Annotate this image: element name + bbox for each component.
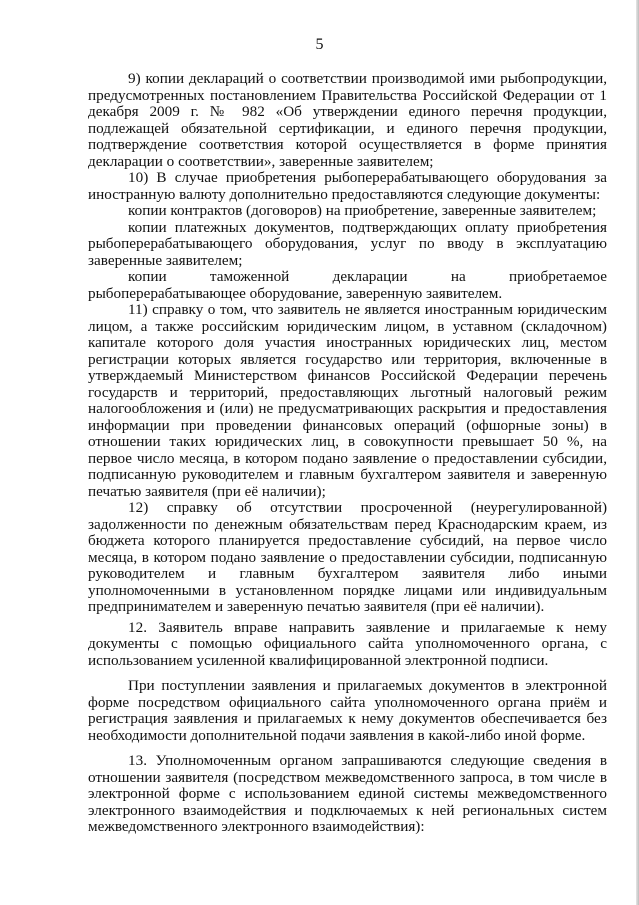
paragraph-section-13: 13. Уполномоченным органом запрашиваются следующие сведения в отношении заявителя (посредством межведомственного запроса, в том числе в электронной форме с использованием единой системы межведомственного электронного взаимодействия и подключаемых к ней региональных систем межведомственного электронного взаимодействия): [88,752,607,835]
document-body [88,71,607,836]
paragraph-item-9: 9) копии деклараций о соответствии производимой ими рыбопродукции, предусмотренных постановлением Правительства Российской Федерации от 1 декабря 2009 г. № 982 «Об утверждении единого перечня продукции, подлежащей обязательной сертификации, и единого перечня продукции, подтверждение соответствия которой осуществляется в форме принятия декларации о соответствии», заверенные заявителем; [88,70,607,170]
paragraph-payment-copies: копии платежных документов, подтверждающих оплату приобретения рыбоперерабатывающего оборудования, услуг по вводу в эксплуатацию заверенные заявителем; [88,218,607,269]
paragraph-item-10: 10) В случае приобретения рыбоперерабатывающего оборудования за иностранную валюту дополнительно предоставляются следующие документы: [88,169,607,203]
paragraph-customs-declaration: копии таможенной декларации на приобретаемое рыбоперерабатывающее оборудование, заверенную заявителем. [88,268,607,302]
paragraph-item-11: 11) справку о том, что заявитель не является иностранным юридическим лицом, а также российским юридическим лицом, в уставном (складочном) капитале которого доля участия иностранных юридических лиц, местом регистрации которых является государство или территория, включенные в утверждаемый Министерством финансов Российской Федерации перечень государств и территорий, предоставляющих льготный налоговый режим налогообложения и (или) не предусматривающих раскрытия и предоставления информации при проведении финансовых операций (офшорные зоны) в отношении таких юридических лиц, в совокупности превышает 50 %, на первое число месяца, в котором подано заявление о предоставлении субсидии, подписанную руководителем и главным бухгалтером заявителя и заверенную печатью заявителя (при её наличии); [88,301,607,500]
paragraph-item-12: 12) справку об отсутствии просроченной (неурегулированной) задолженности по денежным обязательствам перед Краснодарским краем, из бюджета которого планируется предоставление субсидий, на первое число месяца, в котором подано заявление о предоставлении субсидии, подписанную руководителем и главным бухгалтером заявителя либо иными уполномоченными в установленном порядке лицами или индивидуальным предпринимателем и заверенную печатью заявителя (при её наличии). [88,499,607,615]
paragraph-section-12: 12. Заявитель вправе направить заявление и прилагаемые к нему документы с помощью официального сайта уполномоченного органа, с использованием усиленной квалифицированной электронной подписи. [88,618,607,669]
paragraph-electronic-submission: При поступлении заявления и прилагаемых документов в электронной форме посредством официального сайта уполномоченного органа приём и регистрация заявления и прилагаемых к нему документов обеспечивается без необходимости дополнительной подачи заявления в какой-либо иной форме. [88,677,607,744]
page-number: 5 [315,36,324,53]
paragraph-contract-copies: копии контрактов (договоров) на приобретение, заверенные заявителем; [128,202,597,219]
